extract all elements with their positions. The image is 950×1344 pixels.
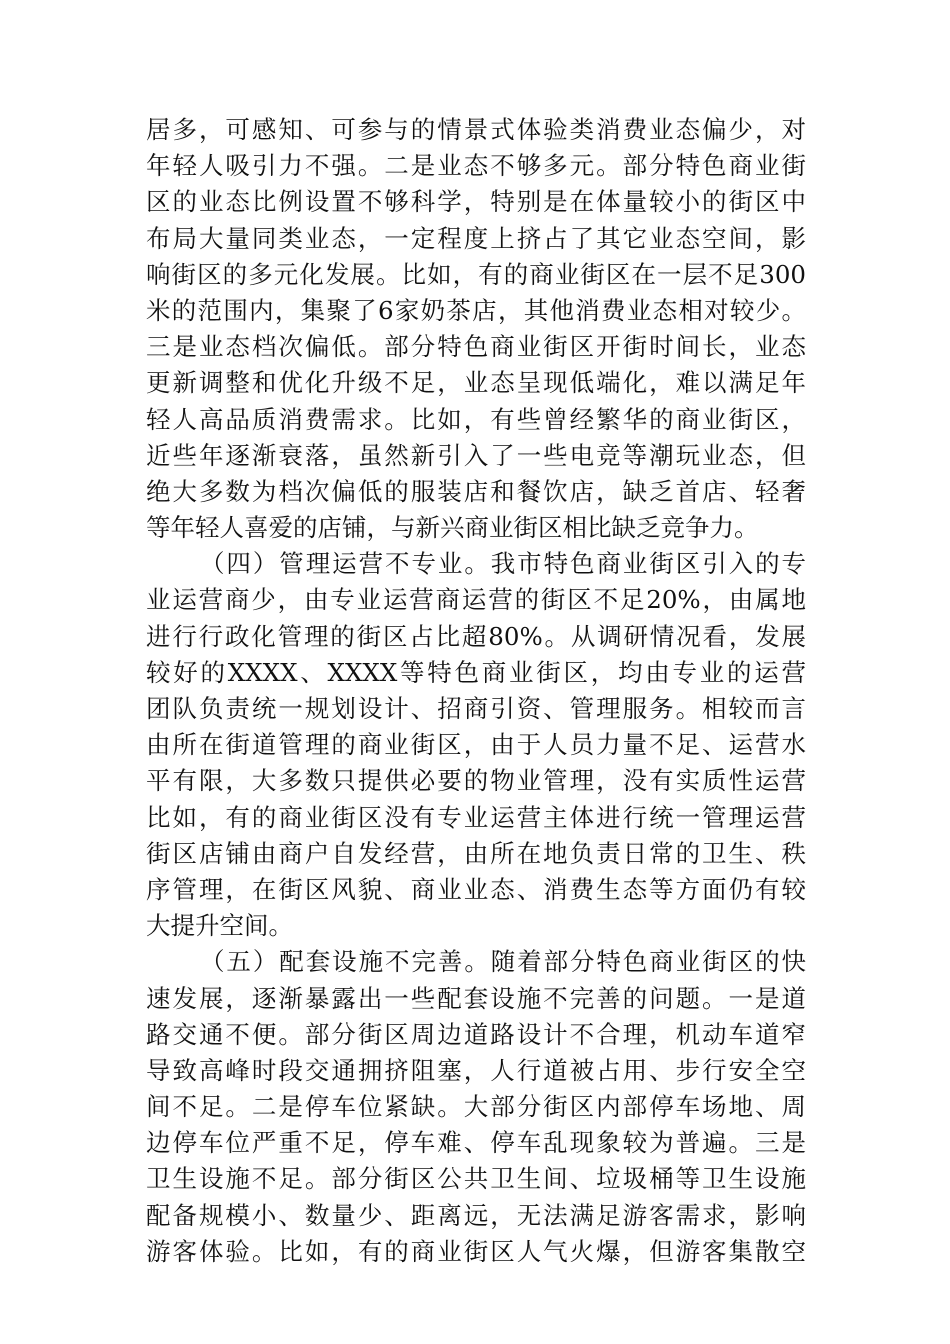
document-page	[146, 112, 806, 1270]
text-line: 等年轻人喜爱的店铺，与新兴商业街区相比缺乏竞争力。	[146, 513, 759, 543]
text-line: 年轻人吸引力不强。二是业态不够多元。部分特色商业街	[146, 151, 806, 181]
text-line: 路交通不便。部分街区周边道路设计不合理，机动车道窄	[146, 1019, 806, 1049]
text-line: 居多，可感知、可参与的情景式体验类消费业态偏少，对	[146, 115, 806, 144]
text-line: 导致高峰时段交通拥挤阻塞，人行道被占用、步行安全空	[146, 1055, 806, 1085]
text-line: 配备规模小、数量少、距离远，无法满足游客需求，影响	[146, 1200, 806, 1230]
text-line: 三是业态档次偏低。部分特色商业街区开街时间长，业态	[146, 332, 806, 362]
text-line: 平有限，大多数只提供必要的物业管理，没有实质性运营	[146, 766, 806, 796]
text-line: 团队负责统一规划设计、招商引资、管理服务。相较而言	[146, 694, 806, 723]
text-line: （五）配套设施不完善。随着部分特色商业街区的快	[200, 947, 806, 977]
text-line: 区的业态比例设置不够科学，特别是在体量较小的街区中	[146, 187, 806, 217]
text-line: 速发展，逐渐暴露出一些配套设施不完善的问题。一是道	[146, 983, 806, 1013]
text-line: 边停车位严重不足，停车难、停车乱现象较为普遍。三是	[146, 1128, 806, 1158]
text-line: 绝大多数为档次偏低的服装店和餐饮店，缺乏首店、轻奢	[146, 476, 806, 506]
text-line: 业运营商少，由专业运营商运营的街区不足20%，由属地	[146, 585, 806, 615]
text-line: 较好的XXXX、XXXX等特色商业街区，均由专业的运营	[146, 657, 806, 687]
text-line: 比如，有的商业街区没有专业运营主体进行统一管理运营	[146, 802, 806, 832]
text-line: 由所在街道管理的商业街区，由于人员力量不足、运营水	[146, 730, 806, 760]
text-line: 游客体验。比如，有的商业街区人气火爆，但游客集散空	[146, 1236, 806, 1266]
text-line: 布局大量同类业态，一定程度上挤占了其它业态空间，影	[146, 223, 806, 253]
text-line: 米的范围内，集聚了6家奶茶店，其他消费业态相对较少。	[146, 295, 806, 325]
text-line: （四）管理运营不专业。我市特色商业街区引入的专	[200, 549, 806, 579]
text-line: 轻人高品质消费需求。比如，有些曾经繁华的商业街区，	[146, 404, 806, 434]
text-line: 响街区的多元化发展。比如，有的商业街区在一层不足300	[146, 259, 806, 289]
text-line: 街区店铺由商户自发经营，由所在地负责日常的卫生、秩	[146, 838, 806, 868]
text-line: 序管理，在街区风貌、商业业态、消费生态等方面仍有较	[146, 874, 806, 904]
text-line: 近些年逐渐衰落，虽然新引入了一些电竞等潮玩业态，但	[146, 440, 806, 470]
text-line: 间不足。二是停车位紧缺。大部分街区内部停车场地、周	[146, 1092, 806, 1122]
text-line: 卫生设施不足。部分街区公共卫生间、垃圾桶等卫生设施	[146, 1164, 806, 1194]
text-line: 更新调整和优化升级不足，业态呈现低端化，难以满足年	[146, 368, 806, 398]
text-line: 大提升空间。	[146, 911, 293, 941]
text-line: 进行行政化管理的街区占比超80%。从调研情况看，发展	[146, 621, 806, 651]
